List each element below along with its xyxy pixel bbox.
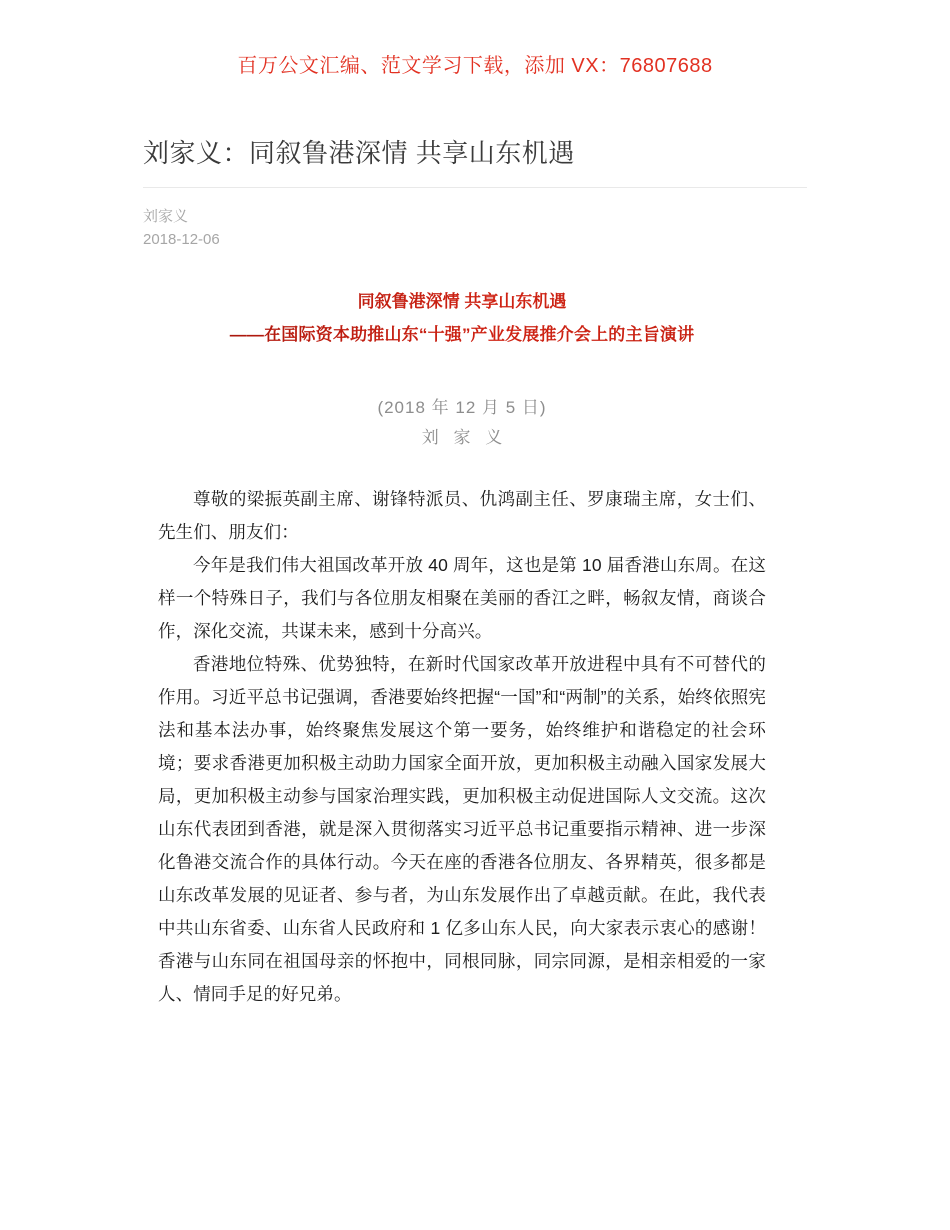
speech-heading-sub: ——在国际资本助推山东“十强”产业发展推介会上的主旨演讲	[158, 318, 766, 351]
paragraph: 香港地位特殊、优势独特，在新时代国家改革开放进程中具有不可替代的作用。习近平总书记强调，香港要始终把握“一国”和“两制”的关系，始终依照宪法和基本法办事，始终聚焦发展这个第一要务，始终维护和谐稳定的社会环境；要求香港更加积极主动助力国家全面开放，更加积极主动融入国家发展大局，更加积极主动参与国家治理实践，更加积极主动促进国际人文交流。这次山东代表团到香港，就是深入贯彻落实习近平总书记重要指示精神、进一步深化鲁港交流合作的具体行动。今天在座的香港各位朋友、各界精英，很多都是山东改革发展的见证者、参与者，为山东发展作出了卓越贡献。在此，我代表中共山东省委、山东省人民政府和 1 亿多山东人民，向大家表示衷心的感谢！香港与山东同在祖国母亲的怀抱中，同根同脉，同宗同源，是相亲相爱的一家人、情同手足的好兄弟。	[158, 654, 766, 1004]
header-divider	[143, 187, 807, 188]
page-title: 刘家义：同叙鲁港深情 共享山东机遇	[143, 138, 575, 168]
speech-date: (2018 年 12 月 5 日)	[377, 398, 547, 417]
speech-body	[158, 483, 766, 1011]
watermark-banner: 百万公文汇编、范文学习下载，添加 VX：76807688	[237, 55, 713, 77]
paragraph: 今年是我们伟大祖国改革开放 40 周年，这也是第 10 届香港山东周。在这样一个特殊日子，我们与各位朋友相聚在美丽的香江之畔，畅叙友情，商谈合作，深化交流，共谋未来，感到十分高兴。	[158, 555, 766, 641]
paragraph: 尊敬的梁振英副主席、谢锋特派员、仇鸿副主任、罗康瑞主席，女士们、先生们、朋友们：	[158, 489, 766, 542]
meta-date: 2018-12-06	[143, 231, 220, 248]
speech-author: 刘 家 义	[421, 428, 508, 447]
speech-heading-main: 同叙鲁港深情 共享山东机遇	[158, 285, 766, 318]
article-meta	[143, 205, 807, 251]
document-content	[158, 285, 766, 1011]
article-header	[143, 133, 807, 251]
meta-author: 刘家义	[143, 208, 189, 225]
